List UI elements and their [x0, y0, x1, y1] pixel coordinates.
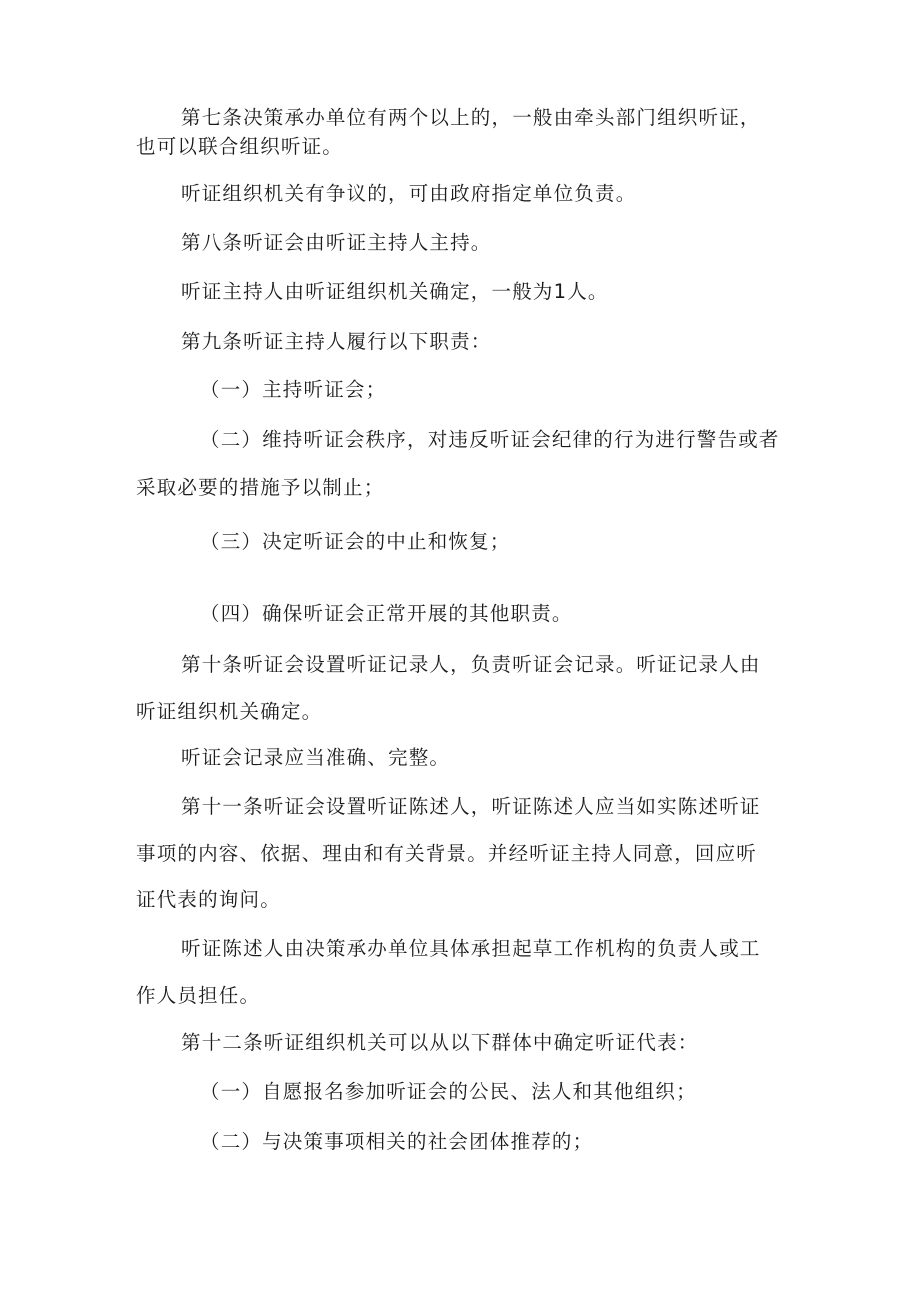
article-8-para-2: 听证主持人由听证组织机关确定，一般为1人。: [181, 280, 609, 303]
article-7-line-2: 也可以联合组织听证。: [136, 135, 344, 158]
article-12-line: 第十二条听证组织机关可以从以下群体中确定听证代表：: [181, 1031, 699, 1054]
article-9-item-4: （四）确保听证会正常开展的其他职责。: [200, 602, 573, 625]
article-10-para-2: 听证会记录应当准确、完整。: [181, 746, 451, 769]
article-8-line: 第八条听证会由听证主持人主持。: [181, 231, 492, 254]
article-11-line-1: 第十一条听证会设置听证陈述人，听证陈述人应当如实陈述听证: [181, 795, 761, 818]
article-9-item-2-line-2: 采取必要的措施予以制止；: [136, 476, 385, 499]
article-10-line-1: 第十条听证会设置听证记录人，负责听证会记录。听证记录人由: [181, 653, 761, 676]
article-12-item-2: （二）与决策事项相关的社会团体推荐的；: [200, 1130, 594, 1153]
article-9-item-2-line-1: （二）维持听证会秩序，对违反听证会纪律的行为进行警告或者: [200, 428, 780, 451]
article-9-line: 第九条听证主持人履行以下职责：: [181, 330, 492, 353]
article-10-line-2: 听证组织机关确定。: [136, 700, 323, 723]
article-12-item-1: （一）自愿报名参加听证会的公民、法人和其他组织；: [200, 1080, 697, 1103]
article-7-line-1: 第七条决策承办单位有两个以上的，一般由牵头部门组织听证，: [181, 106, 761, 129]
article-11-para-2-line-2: 作人员担任。: [136, 984, 261, 1007]
article-9-item-1: （一）主持听证会；: [200, 378, 387, 401]
article-9-item-3: （三）决定听证会的中止和恢复；: [200, 530, 511, 553]
article-11-line-3: 证代表的询问。: [136, 888, 281, 911]
article-7-para-2: 听证组织机关有争议的，可由政府指定单位负责。: [181, 182, 637, 205]
article-11-para-2-line-1: 听证陈述人由决策承办单位具体承担起草工作机构的负责人或工: [181, 937, 761, 960]
article-11-line-2: 事项的内容、依据、理由和有关背景。并经听证主持人同意，回应听: [136, 842, 758, 865]
